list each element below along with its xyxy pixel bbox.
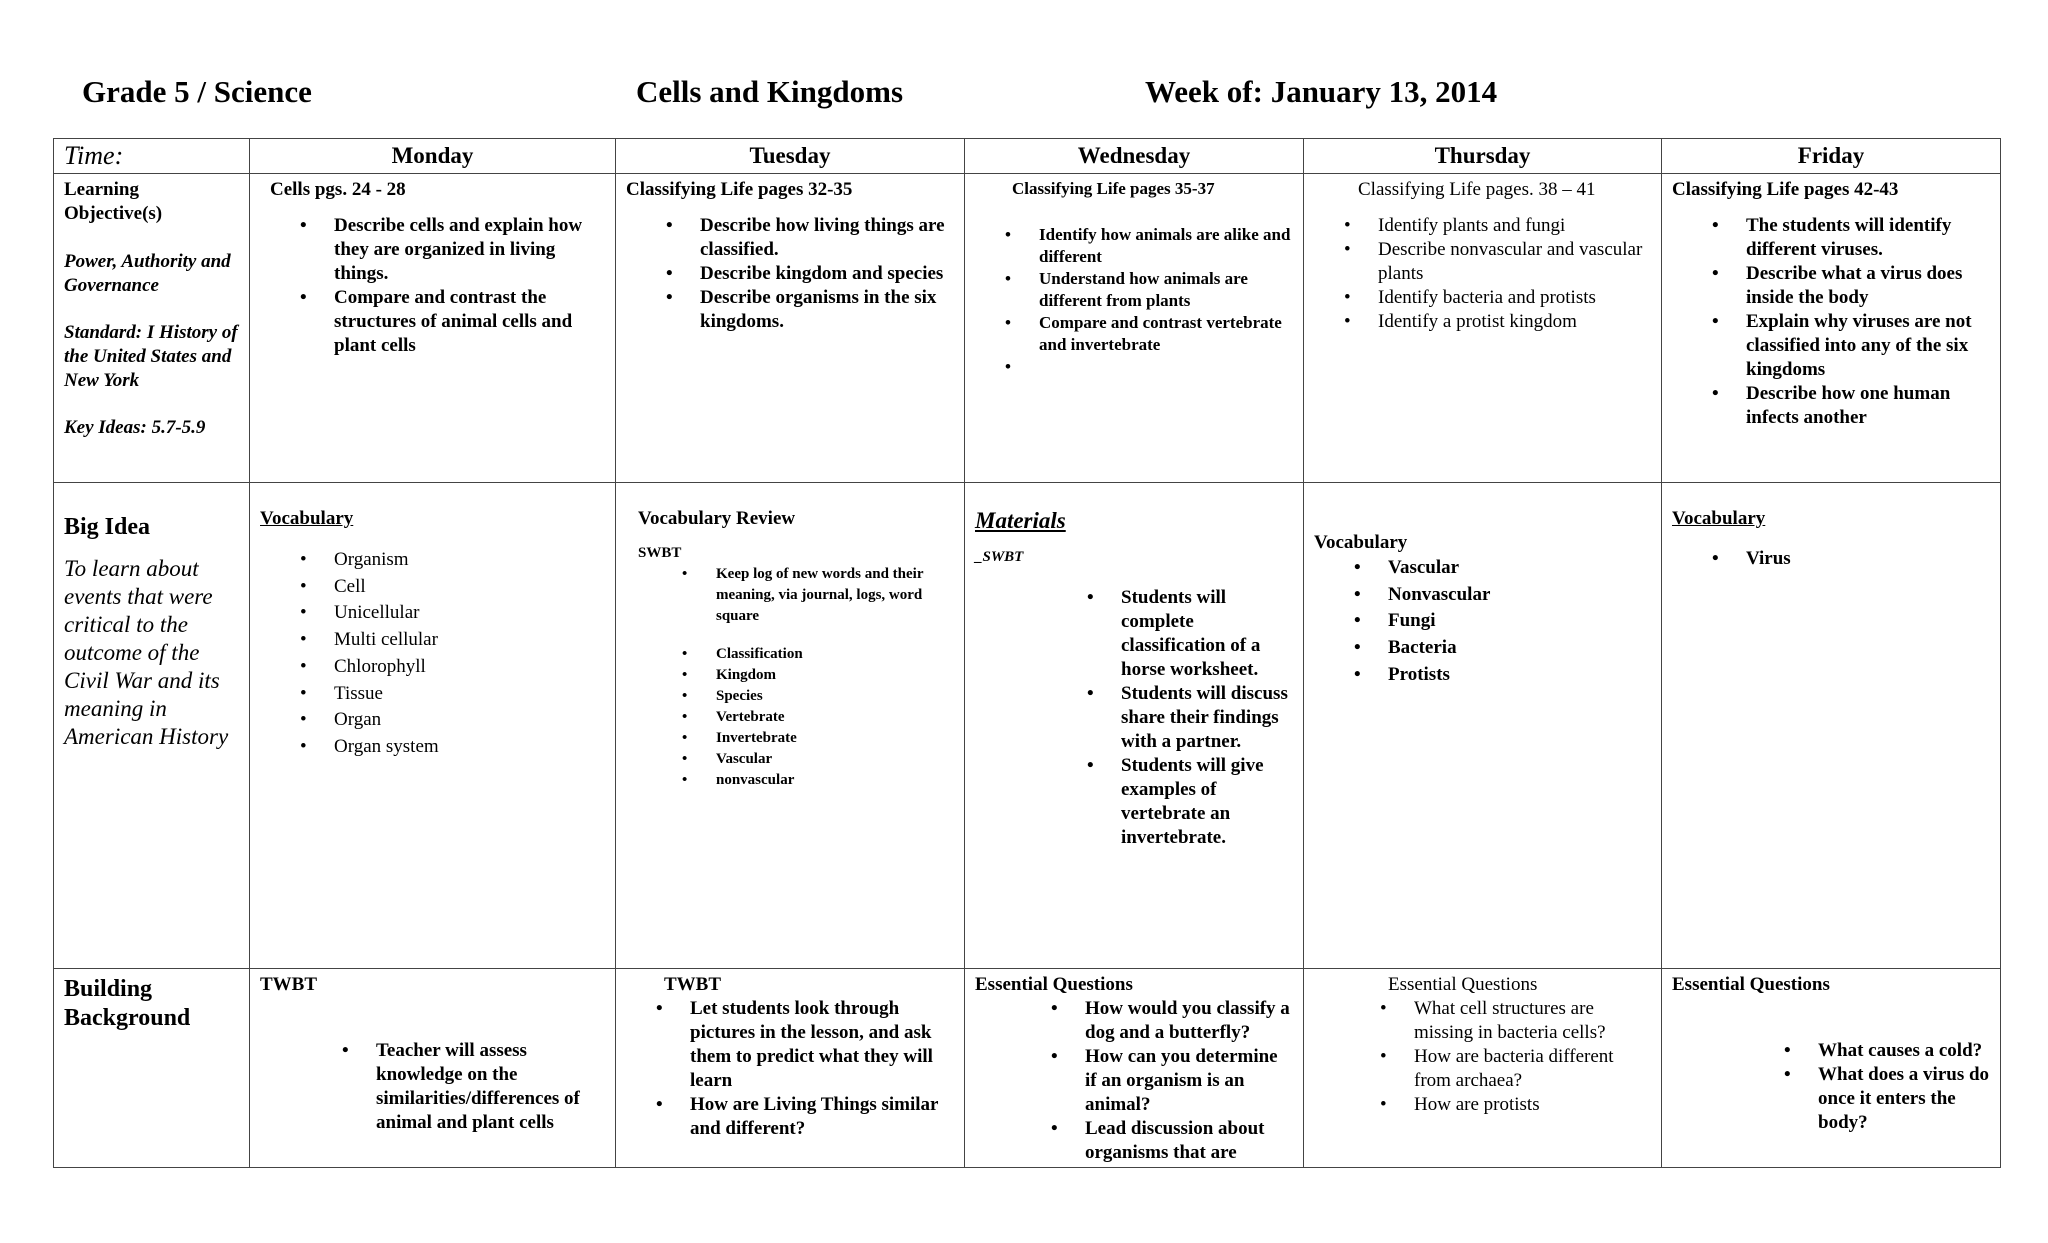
list-item: • Keep log of new words and their meaning, via journal, logs, word square (716, 564, 954, 627)
list-item: • Identify plants and fungi (1378, 214, 1651, 238)
list-item: • Identify a protist kingdom (1378, 310, 1651, 334)
weekly-plan-table (53, 138, 2001, 1168)
building-background-row (54, 969, 2001, 1168)
friday-vocabulary-title: Vocabulary (1672, 508, 1766, 529)
thursday-questions-title: Essential Questions (1388, 974, 1538, 995)
wednesday-objectives-list (965, 224, 1293, 378)
friday-questions-list (1672, 1039, 1990, 1135)
tuesday-twbt-cell (616, 969, 965, 1168)
tuesday-objectives-title: Classifying Life pages 32-35 (626, 179, 853, 200)
friday-questions-cell (1662, 969, 2001, 1168)
wednesday-questions-list (975, 997, 1293, 1165)
wednesday-materials-title: Materials (975, 508, 1066, 533)
thursday-objectives-list (1304, 214, 1651, 334)
tuesday-vocabulary-title: Vocabulary Review (638, 508, 796, 529)
list-item: • nonvascular (716, 770, 954, 791)
day-header-monday: Monday (250, 139, 616, 174)
theme-text: Power, Authority and Governance (64, 251, 231, 296)
monday-vocabulary-title: Vocabulary (260, 508, 354, 529)
list-item: • Describe cells and explain how they are organized in living things. (334, 214, 605, 286)
learning-objectives-row (54, 174, 2001, 483)
monday-twbt-title: TWBT (260, 974, 318, 995)
list-item: • Explain why viruses are not classified into any of the six kingdoms (1746, 310, 1990, 382)
friday-objectives-cell (1662, 174, 2001, 483)
list-item: • Describe what a virus does inside the body (1746, 262, 1990, 310)
list-item: • Cell (334, 574, 605, 601)
thursday-questions-list (1304, 997, 1651, 1117)
list-item: • Lead discussion about organisms that are (1085, 1117, 1293, 1165)
monday-objectives-list (270, 214, 605, 358)
list-item: • The students will identify different viruses. (1746, 214, 1990, 262)
tuesday-objectives-cell (616, 174, 965, 483)
list-item: • Describe how living things are classified. (700, 214, 954, 262)
list-item: • Understand how animals are different from plants (1039, 268, 1293, 312)
list-item: • Kingdom (716, 665, 954, 686)
friday-vocabulary-cell (1662, 483, 2001, 969)
list-item: • Protists (1388, 662, 1651, 689)
big-idea-text: To learn about events that were critical to the outcome of the Civil War and its meaning in American History (64, 556, 229, 749)
thursday-vocabulary-cell (1304, 483, 1662, 969)
list-item: • Describe nonvascular and vascular plants (1378, 238, 1651, 286)
wednesday-objectives-title: Classifying Life pages 35-37 (1012, 179, 1215, 198)
list-item: • Describe how one human infects another (1746, 382, 1990, 430)
list-item: • Multi cellular (334, 627, 605, 654)
list-item: • Organism (334, 547, 605, 574)
week-of-title: Week of: January 13, 2014 (1145, 74, 1498, 109)
thursday-objectives-cell (1304, 174, 1662, 483)
tuesday-twbt-list (616, 997, 954, 1141)
thursday-vocabulary-title: Vocabulary (1314, 532, 1408, 553)
list-item: • Identify bacteria and protists (1378, 286, 1651, 310)
list-item: • Let students look through pictures in the lesson, and ask them to predict what they will learn (690, 997, 954, 1093)
wednesday-materials-cell (965, 483, 1304, 969)
list-item: • What causes a cold? (1818, 1039, 1990, 1063)
list-item: • Bacteria (1388, 635, 1651, 662)
monday-twbt-cell (250, 969, 616, 1168)
day-header-friday: Friday (1662, 139, 2001, 174)
list-item: • Fungi (1388, 608, 1651, 635)
list-item: • What does a virus do once it enters the body? (1818, 1063, 1990, 1135)
unit-title: Cells and Kingdoms (636, 74, 904, 109)
monday-vocabulary-list (260, 547, 605, 761)
tuesday-vocabulary-cell (616, 483, 965, 969)
list-item: • Students will complete classification of a horse worksheet. (1121, 586, 1293, 682)
list-item: • Species (716, 686, 954, 707)
day-header-wednesday: Wednesday (965, 139, 1304, 174)
friday-objectives-list (1672, 214, 1990, 430)
key-ideas-text: Key Ideas: 5.7-5.9 (64, 417, 206, 438)
list-item: • Virus (1746, 547, 1990, 571)
friday-objectives-title: Classifying Life pages 42-43 (1672, 179, 1899, 200)
list-item: • Students will give examples of vertebrate an invertebrate. (1121, 754, 1293, 850)
time-header: Time: (54, 139, 250, 174)
list-item: • Vertebrate (716, 707, 954, 728)
thursday-questions-cell (1304, 969, 1662, 1168)
building-background-label: Building Background (64, 976, 191, 1031)
list-item: • Vascular (716, 749, 954, 770)
wednesday-questions-cell (965, 969, 1304, 1168)
thursday-objectives-title: Classifying Life pages. 38 – 41 (1358, 179, 1596, 200)
list-item: • How would you classify a dog and a butterfly? (1085, 997, 1293, 1045)
wednesday-materials-list (975, 586, 1293, 850)
list-item: • How are Living Things similar and different? (690, 1093, 954, 1141)
day-header-row (54, 139, 2001, 174)
list-item: • Teacher will assess knowledge on the similarities/differences of animal and plant cells (376, 1039, 605, 1135)
tuesday-twbt-title: TWBT (664, 974, 722, 995)
day-header-thursday: Thursday (1304, 139, 1662, 174)
list-item (1039, 356, 1293, 378)
list-item: • Compare and contrast vertebrate and invertebrate (1039, 312, 1293, 356)
list-item: • Unicellular (334, 600, 605, 627)
friday-vocabulary-list (1672, 547, 1990, 571)
list-item: • What cell structures are missing in bacteria cells? (1414, 997, 1651, 1045)
learning-objectives-label: Learning Objective(s) (64, 179, 163, 224)
friday-questions-title: Essential Questions (1672, 974, 1830, 995)
big-idea-label: Big Idea (64, 514, 151, 540)
list-item: • Vascular (1388, 555, 1651, 582)
monday-objectives-title: Cells pgs. 24 - 28 (270, 179, 406, 200)
building-background-label-cell (54, 969, 250, 1168)
learning-objectives-label-cell (54, 174, 250, 483)
monday-objectives-cell (250, 174, 616, 483)
thursday-vocabulary-list (1314, 555, 1651, 689)
list-item: • Organ system (334, 734, 605, 761)
day-header-tuesday: Tuesday (616, 139, 965, 174)
list-item: • How can you determine if an organism is an animal? (1085, 1045, 1293, 1117)
list-item: • How are protists (1414, 1093, 1651, 1117)
wednesday-swbt-label: _SWBT (975, 549, 1024, 565)
big-idea-label-cell (54, 483, 250, 969)
wednesday-questions-title: Essential Questions (975, 974, 1133, 995)
list-item: • Nonvascular (1388, 582, 1651, 609)
list-item: • Students will discuss share their findings with a partner. (1121, 682, 1293, 754)
list-item: • How are bacteria different from archaea? (1414, 1045, 1651, 1093)
big-idea-row (54, 483, 2001, 969)
list-item: • Invertebrate (716, 728, 954, 749)
list-item: • Tissue (334, 681, 605, 708)
tuesday-vocabulary-list (616, 644, 954, 791)
list-item: • Describe organisms in the six kingdoms. (700, 286, 954, 334)
grade-subject-title: Grade 5 / Science (82, 74, 312, 109)
monday-vocabulary-cell (250, 483, 616, 969)
standard-text: Standard: I History of the United States and New York (64, 322, 238, 391)
tuesday-swbt-list (616, 564, 954, 627)
list-item: • Compare and contrast the structures of animal cells and plant cells (334, 286, 605, 358)
list-item: • Chlorophyll (334, 654, 605, 681)
monday-twbt-list (260, 1039, 605, 1135)
wednesday-objectives-cell (965, 174, 1304, 483)
list-item: • Organ (334, 707, 605, 734)
list-item: • Identify how animals are alike and different (1039, 224, 1293, 268)
list-item: • Classification (716, 644, 954, 665)
tuesday-swbt-label: SWBT (638, 545, 682, 561)
tuesday-objectives-list (626, 214, 954, 334)
list-item: • Describe kingdom and species (700, 262, 954, 286)
